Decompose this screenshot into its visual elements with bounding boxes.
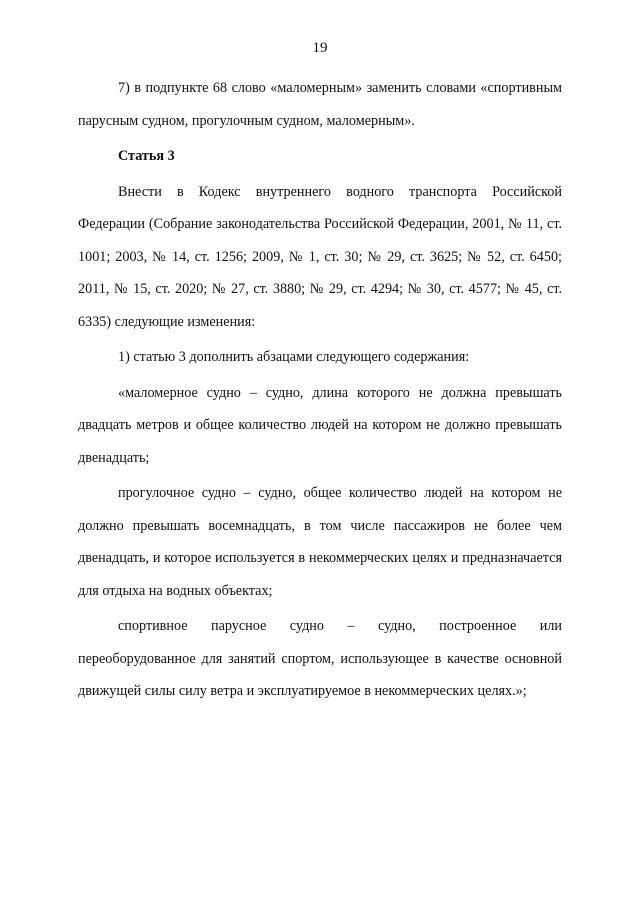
paragraph-item-1: 1) статью 3 дополнить абзацами следующего содержания:: [118, 349, 470, 365]
paragraph-definition-sailing-vessel: спортивное парусное судно – судно, построенное или переоборудованное для занятий спортом, использующее в качестве основной движущей силы силу ветра и эксплуатируемое в некоммерческих целях.»;: [78, 618, 562, 699]
document-body: [78, 72, 562, 708]
page-number: 19: [312, 40, 328, 56]
paragraph-definition-pleasure-vessel: прогулочное судно – судно, общее количество людей на котором не должно превышать восемнадцать, в том числе пассажиров не более чем двенадцать, и которое используется в некоммерческих целях и предназначается для отдыха на водных объектах;: [78, 485, 562, 599]
article-heading: Статья 3: [118, 148, 175, 164]
paragraph-item-7: 7) в подпункте 68 слово «маломерным» заменить словами «спортивным парусным судном, прогулочным судном, маломерным».: [78, 80, 562, 129]
paragraph-intro: Внести в Кодекс внутреннего водного транспорта Российской Федерации (Собрание законодательства Российской Федерации, 2001, № 11, ст. 1001; 2003, № 14, ст. 1256; 2009, № 1, ст. 30; № 29, ст. 3625; № 52, ст. 6450; 2011, № 15, ст. 2020; № 27, ст. 3880; № 29, ст. 4294; № 30, ст. 4577; № 45, ст. 6335) следующие изменения:: [78, 183, 562, 330]
paragraph-definition-small-vessel: «маломерное судно – судно, длина которого не должна превышать двадцать метров и общее количество людей на котором не должно превышать двенадцать;: [78, 384, 562, 466]
